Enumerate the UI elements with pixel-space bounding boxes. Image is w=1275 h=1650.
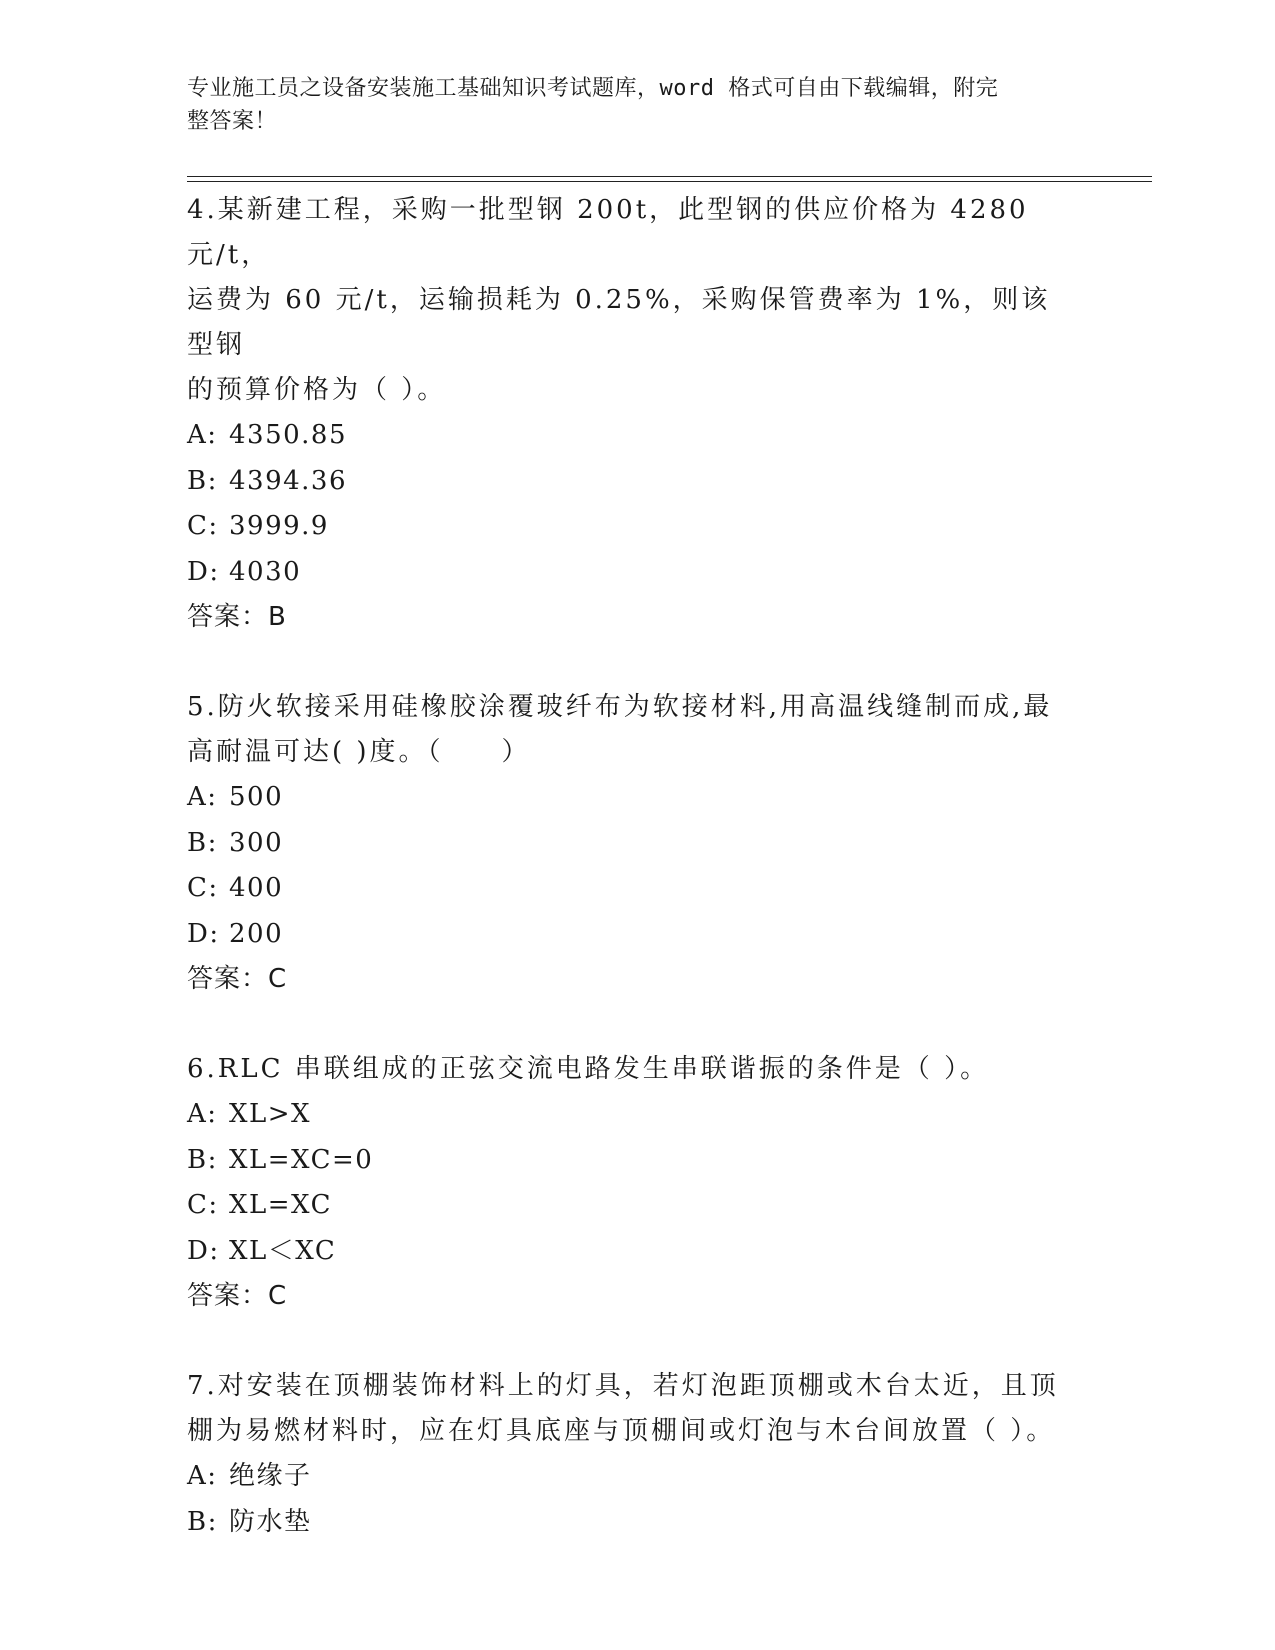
header-line-1: 专业施工员之设备安装施工基础知识考试题库，word 格式可自由下载编辑，附完	[187, 76, 999, 101]
option-b	[187, 459, 1067, 505]
option-key: D:	[187, 918, 220, 949]
question-text	[187, 1047, 1067, 1092]
option-d	[187, 912, 1067, 958]
option-value: 300	[229, 827, 284, 858]
option-key: D:	[187, 556, 220, 587]
question-6	[187, 1047, 1067, 1319]
option-value: 200	[229, 918, 284, 949]
option-key: B:	[187, 1506, 218, 1537]
option-key: D:	[187, 1235, 220, 1266]
option-value: 防水垫	[229, 1506, 312, 1537]
option-key: B:	[187, 1144, 218, 1175]
option-value: XL＜XC	[229, 1235, 337, 1266]
option-b	[187, 821, 1067, 867]
question-text-line: 棚为易燃材料时，应在灯具底座与顶棚间或灯泡与木台间放置（ ）。	[187, 1416, 1056, 1446]
option-d	[187, 550, 1067, 596]
option-a	[187, 1454, 1067, 1500]
option-key: A:	[187, 420, 218, 450]
answer-label: 答案：B	[187, 602, 287, 632]
option-a	[187, 775, 1067, 821]
option-value: 3999.9	[229, 511, 329, 541]
answer-label: 答案：C	[187, 1281, 288, 1311]
option-c	[187, 866, 1067, 912]
header-line-2: 整答案！	[187, 109, 278, 134]
option-value: 500	[229, 782, 284, 812]
option-a	[187, 1092, 1067, 1138]
question-text-line: 7.对安装在顶棚装饰材料上的灯具，若灯泡距顶棚或木台太近，且顶	[187, 1371, 1059, 1401]
option-value: XL>X	[229, 1099, 312, 1129]
question-5	[187, 685, 1067, 1002]
option-a	[187, 413, 1067, 459]
option-value: 4030	[229, 556, 302, 587]
question-text-line: 高耐温可达( )度。（ ）	[187, 737, 531, 767]
spacer	[187, 640, 1067, 685]
document-header	[187, 72, 1087, 138]
question-text-line: 的预算价格为（ ）。	[187, 375, 447, 405]
option-value: 4350.85	[229, 420, 348, 450]
question-text	[187, 1364, 1067, 1454]
option-key: C:	[187, 1190, 219, 1220]
option-key: A:	[187, 1461, 218, 1491]
header-divider-bottom	[187, 181, 1152, 182]
question-text	[187, 685, 1067, 775]
question-text-line: 4.某新建工程，采购一批型钢 200t，此型钢的供应价格为 4280 元/t，	[187, 195, 1029, 270]
spacer	[187, 1319, 1067, 1364]
option-c	[187, 1183, 1067, 1229]
option-d	[187, 1229, 1067, 1275]
option-key: B:	[187, 827, 218, 858]
question-text-line: 运费为 60 元/t，运输损耗为 0.25%，采购保管费率为 1%，则该型钢	[187, 285, 1051, 360]
question-text	[187, 188, 1067, 413]
option-key: A:	[187, 782, 218, 812]
header-divider-top	[187, 176, 1152, 177]
question-4	[187, 188, 1067, 640]
option-b	[187, 1138, 1067, 1184]
option-value: 4394.36	[229, 465, 348, 496]
option-value: XL=XC=0	[229, 1144, 374, 1175]
option-key: C:	[187, 511, 219, 541]
question-list	[187, 188, 1067, 1545]
option-value: XL=XC	[229, 1190, 333, 1220]
option-key: A:	[187, 1099, 218, 1129]
option-value: 绝缘子	[229, 1461, 312, 1491]
answer-label: 答案：C	[187, 964, 288, 994]
option-b	[187, 1500, 1067, 1546]
question-text-line: 5.防火软接采用硅橡胶涂覆玻纤布为软接材料,用高温线缝制而成,最	[187, 692, 1053, 722]
option-key: B:	[187, 465, 218, 496]
question-7	[187, 1364, 1067, 1545]
option-key: C:	[187, 873, 219, 903]
spacer	[187, 1002, 1067, 1047]
option-c	[187, 504, 1067, 550]
question-text-line: 6.RLC 串联组成的正弦交流电路发生串联谐振的条件是（ ）。	[187, 1054, 990, 1084]
option-value: 400	[229, 873, 284, 903]
